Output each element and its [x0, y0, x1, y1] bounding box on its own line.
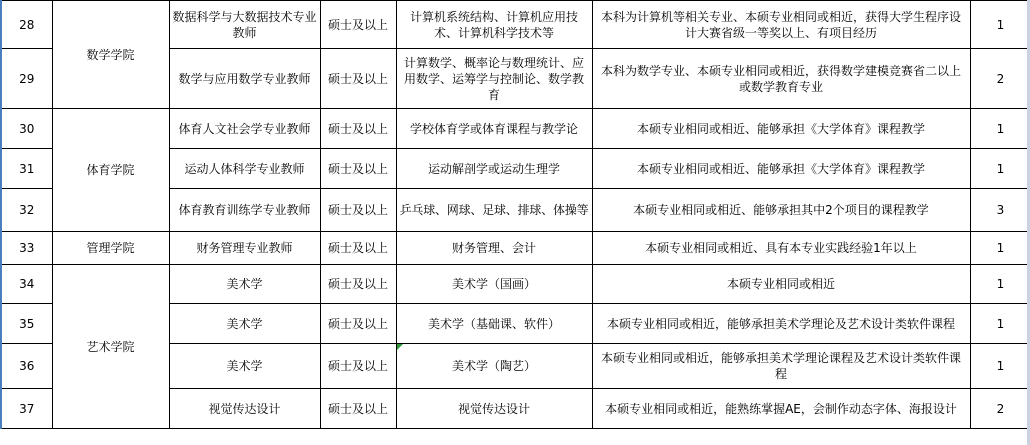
college-cell-art[interactable]: 艺术学院: [52, 265, 169, 429]
degree-cell[interactable]: 硕士及以上: [320, 149, 396, 189]
row-index[interactable]: 33: [1, 232, 52, 265]
requirement-cell[interactable]: 本硕专业相同或相近、具有本专业实践经验1年以上: [592, 232, 970, 265]
requirement-cell[interactable]: 本硕专业相同或相近: [592, 265, 970, 304]
major-cell[interactable]: 学校体育学或体育课程与教学论: [396, 109, 592, 149]
college-cell-math[interactable]: 数学学院: [52, 1, 169, 109]
requirement-cell[interactable]: 本科为计算机等相关专业、本硕专业相同或相近，获得大学生程序设计大赛省级一等奖以上、有项目经历: [592, 1, 970, 49]
degree-cell[interactable]: 硕士及以上: [320, 304, 396, 344]
position-cell[interactable]: 美术学: [169, 265, 320, 304]
position-cell[interactable]: 体育教育训练学专业教师: [169, 189, 320, 232]
count-cell[interactable]: 1: [970, 265, 1030, 304]
row-index[interactable]: 28: [1, 1, 52, 49]
major-cell[interactable]: 计算数学、概率论与数理统计、应用数学、运筹学与控制论、数学教育: [396, 49, 592, 109]
count-cell[interactable]: 1: [970, 149, 1030, 189]
position-cell[interactable]: 运动人体科学专业教师: [169, 149, 320, 189]
major-cell[interactable]: 财务管理、会计: [396, 232, 592, 265]
requirement-cell[interactable]: 本科为数学专业、本硕专业相同或相近，获得数学建模竞赛省二以上或数学教育专业: [592, 49, 970, 109]
position-cell[interactable]: 美术学: [169, 304, 320, 344]
row-index[interactable]: 29: [1, 49, 52, 109]
count-cell[interactable]: 1: [970, 109, 1030, 149]
row-index[interactable]: 37: [1, 389, 52, 429]
college-cell-mgmt[interactable]: 管理学院: [52, 232, 169, 265]
row-index[interactable]: 30: [1, 109, 52, 149]
degree-cell[interactable]: 硕士及以上: [320, 232, 396, 265]
degree-cell[interactable]: 硕士及以上: [320, 344, 396, 389]
degree-cell[interactable]: 硕士及以上: [320, 1, 396, 49]
requirement-cell[interactable]: 本硕专业相同或相近，能够承担美术学理论课程及艺术设计类软件课程: [592, 344, 970, 389]
count-cell[interactable]: 1: [970, 304, 1030, 344]
degree-cell[interactable]: 硕士及以上: [320, 49, 396, 109]
requirement-cell[interactable]: 本硕专业相同或相近、能够承担其中2个项目的课程教学: [592, 189, 970, 232]
degree-cell[interactable]: 硕士及以上: [320, 265, 396, 304]
requirement-cell[interactable]: 本硕专业相同或相近，能熟练掌握AE，会制作动态字体、海报设计: [592, 389, 970, 429]
count-cell[interactable]: 2: [970, 389, 1030, 429]
major-cell[interactable]: 美术学（基础课、软件）: [396, 304, 592, 344]
requirement-cell[interactable]: 本硕专业相同或相近、能够承担《大学体育》课程教学: [592, 149, 970, 189]
position-cell[interactable]: 体育人文社会学专业教师: [169, 109, 320, 149]
position-cell[interactable]: 数学与应用数学专业教师: [169, 49, 320, 109]
major-cell[interactable]: [396, 344, 592, 389]
row-index[interactable]: 32: [1, 189, 52, 232]
major-cell[interactable]: 乒乓球、网球、足球、排球、体操等: [396, 189, 592, 232]
table-row: [1, 265, 1030, 304]
count-cell[interactable]: 1: [970, 344, 1030, 389]
requirement-cell[interactable]: 本硕专业相同或相近，能够承担美术学理论及艺术设计类软件课程: [592, 304, 970, 344]
major-text: 美术学（陶艺）: [451, 359, 536, 373]
degree-cell[interactable]: 硕士及以上: [320, 109, 396, 149]
count-cell[interactable]: 1: [970, 1, 1030, 49]
table-row: [1, 109, 1030, 149]
position-cell[interactable]: 视觉传达设计: [169, 389, 320, 429]
major-cell[interactable]: 运动解剖学或运动生理学: [396, 149, 592, 189]
major-cell[interactable]: 计算机系统结构、计算机应用技术、计算机科学技术等: [396, 1, 592, 49]
requirement-cell[interactable]: 本硕专业相同或相近、能够承担《大学体育》课程教学: [592, 109, 970, 149]
position-cell[interactable]: 数据科学与大数据技术专业教师: [169, 1, 320, 49]
degree-cell[interactable]: 硕士及以上: [320, 389, 396, 429]
table-row: [1, 1, 1030, 49]
college-cell-pe[interactable]: 体育学院: [52, 109, 169, 232]
count-cell[interactable]: 2: [970, 49, 1030, 109]
major-cell[interactable]: 视觉传达设计: [396, 389, 592, 429]
cell-comment-marker: [397, 344, 403, 350]
row-index[interactable]: 31: [1, 149, 52, 189]
row-index[interactable]: 35: [1, 304, 52, 344]
position-cell[interactable]: 财务管理专业教师: [169, 232, 320, 265]
count-cell[interactable]: 3: [970, 189, 1030, 232]
count-cell[interactable]: 1: [970, 232, 1030, 265]
position-cell[interactable]: 美术学: [169, 344, 320, 389]
degree-cell[interactable]: 硕士及以上: [320, 189, 396, 232]
row-index[interactable]: 34: [1, 265, 52, 304]
table-row: [1, 232, 1030, 265]
major-cell[interactable]: 美术学（国画）: [396, 265, 592, 304]
row-index[interactable]: 36: [1, 344, 52, 389]
